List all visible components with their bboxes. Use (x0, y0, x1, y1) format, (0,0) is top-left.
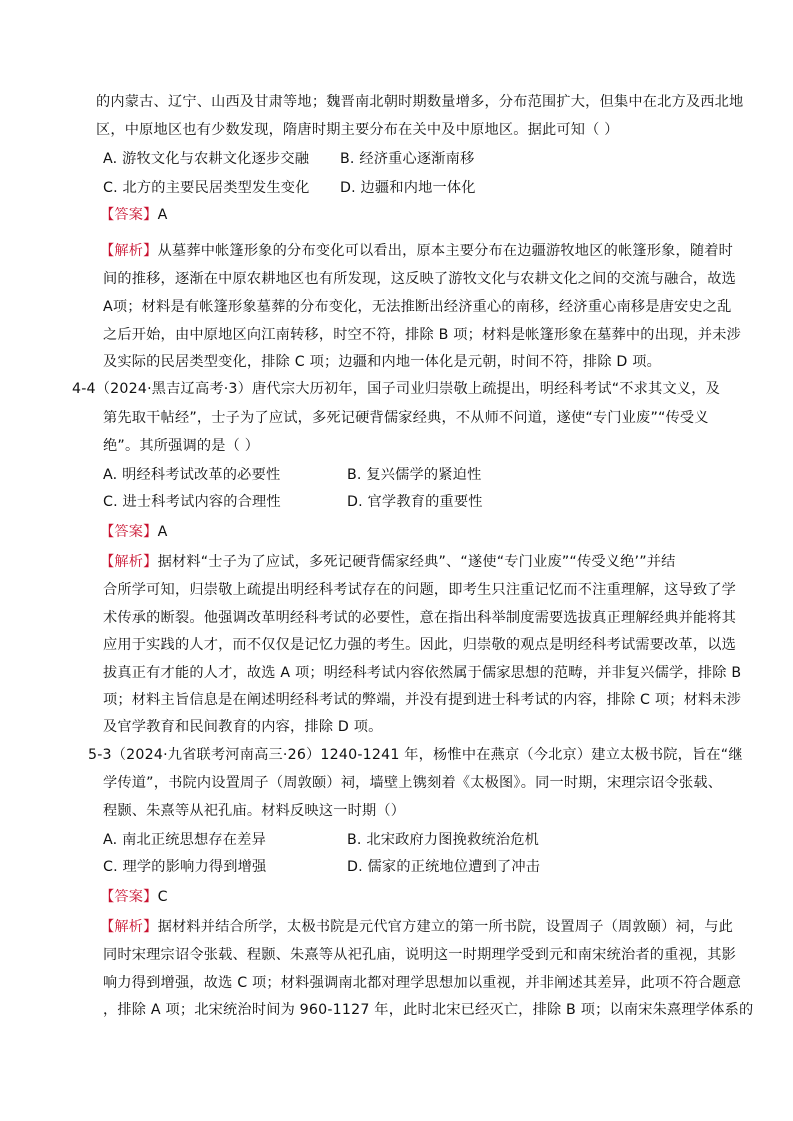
q3-analysis-line-4: ，排除 A 项；北宋统治时间为 960-1127 年，此时北宋已经灭亡，排除 B 项；以南宋朱熹理学体系的 (103, 1002, 754, 1018)
answer-tag: 【答案】 (100, 889, 158, 905)
q2-option-a: A. 明经科考试改革的必要性 (103, 467, 281, 483)
q1-option-c: C. 北方的主要民居类型发生变化 (103, 180, 310, 196)
q3-analysis-line-3: 响力得到增强，故选 C 项；材料强调南北都对理学思想加以重视，并非阐述其差异，此项不符合题意 (103, 975, 742, 991)
q1-analysis-line-1 (100, 241, 733, 261)
analysis-tag: 【解析】 (100, 243, 158, 259)
q3-option-c: C. 理学的影响力得到增强 (103, 859, 267, 875)
q2-analysis-line-3: 术传承的断裂。他强调改革明经科考试的必要性，意在指出科举制度需要选拔真正理解经典并能将其 (103, 610, 737, 626)
q2-option-b: B. 复兴儒学的紧迫性 (347, 467, 482, 483)
q3-option-b: B. 北宋政府力图挽救统治危机 (347, 832, 540, 848)
q3-stem-line-3: 程颢、朱熹等从祀孔庙。材料反映这一时期（） (103, 803, 406, 819)
analysis-text: 从墓葬中帐篷形象的分布变化可以看出，原本主要分布在边疆游牧地区的帐篷形象，随着时 (157, 243, 734, 259)
q3-stem-line-2: 学传道”，书院内设置周子（周敦颐）祠，墙壁上镌刻着《太极图》。同一时期，宋理宗诏令张载、 (103, 775, 723, 791)
analysis-tag: 【解析】 (100, 554, 158, 570)
q2-analysis-line-1 (100, 552, 676, 572)
q2-stem-line-2: 第先取干帖经”，士子为了应试，多死记硬背儒家经典，不从师不问道，遂使“专门业废”“传受义 (103, 410, 709, 426)
q2-stem-line-3: 绝”。其所强调的是（ ） (103, 438, 260, 454)
analysis-text: 据材料“士子为了应试，多死记硬背儒家经典”、“遂使“专门业废”“传受义绝’”并结 (157, 554, 676, 570)
q2-analysis-line-7: 及官学教育和民间教育的内容，排除 D 项。 (103, 719, 383, 735)
q2-analysis-line-5: 拔真正有才能的人才，故选 A 项；明经科考试内容依然属于儒家思想的范畴，并非复兴儒学，排除 B (103, 665, 742, 681)
answer-value: A (157, 207, 168, 223)
q1-stem-line-2: 区，中原地区也有少数发现，隋唐时期主要分布在关中及中原地区。据此可知（ ） (96, 122, 619, 138)
q2-analysis-line-4: 应用于实践的人才，而不仅仅是记忆力强的考生。因此，归崇敬的观点是明经科考试需要改革，以选 (103, 637, 737, 653)
q3-analysis-line-1 (100, 917, 733, 937)
answer-value: A (157, 524, 168, 540)
answer-tag: 【答案】 (100, 207, 158, 223)
q3-stem-line-1: 5-3（2024·九省联考河南高三·26）1240-1241 年，杨惟中在燕京（今北京）建立太极书院，旨在“继 (88, 747, 743, 763)
q1-option-a: A. 游牧文化与农耕文化逐步交融 (103, 151, 310, 167)
q2-option-c: C. 进士科考试内容的合理性 (103, 494, 281, 510)
q2-stem-line-1: 4-4（2024·黑吉辽高考·3）唐代宗大历初年，国子司业归崇敬上疏提出，明经科考试“不求其文义，及 (72, 381, 720, 397)
q1-analysis-line-5: 及实际的民居类型变化，排除 C 项；边疆和内地一体化是元朝，时间不符，排除 D 项。 (103, 354, 662, 370)
analysis-text: 据材料并结合所学，太极书院是元代官方建立的第一所书院，设置周子（周敦颐）祠，与此 (157, 919, 734, 935)
q1-analysis-line-2: 间的推移，逐渐在中原农耕地区也有所发现，这反映了游牧文化与农耕文化之间的交流与融合，故选 (103, 271, 737, 287)
q1-analysis-line-3: A项；材料是有帐篷形象墓葬的分布变化，无法推断出经济重心的南移，经济重心南移是唐安史之乱 (103, 299, 732, 315)
q1-option-b: B. 经济重心逐渐南移 (340, 151, 475, 167)
q2-answer (100, 522, 167, 542)
q1-option-d: D. 边疆和内地一体化 (340, 180, 476, 196)
q3-option-d: D. 儒家的正统地位遭到了冲击 (347, 859, 541, 875)
answer-tag: 【答案】 (100, 524, 158, 540)
q2-analysis-line-2: 合所学可知，归崇敬上疏提出明经科考试存在的问题，即考生只注重记忆而不注重理解，这导致了学 (103, 582, 737, 598)
q1-analysis-line-4: 之后开始，由中原地区向江南转移，时空不符，排除 B 项；材料是帐篷形象在墓葬中的出现，并未涉 (103, 327, 742, 343)
answer-value: C (157, 889, 168, 905)
q3-answer (100, 887, 168, 907)
q2-option-d: D. 官学教育的重要性 (347, 494, 483, 510)
q1-stem-line-1: 的内蒙古、辽宁、山西及甘肃等地；魏晋南北朝时期数量增多，分布范围扩大，但集中在北方及西北地 (96, 94, 744, 110)
q2-analysis-line-6: 项；材料主旨信息是在阐述明经科考试的弊端，并没有提到进士科考试的内容，排除 C 项；材料未涉 (103, 692, 742, 708)
q3-option-a: A. 南北正统思想存在差异 (103, 832, 266, 848)
q1-answer (100, 205, 167, 225)
analysis-tag: 【解析】 (100, 919, 158, 935)
q3-analysis-line-2: 同时宋理宗诏令张载、程颢、朱熹等从祀孔庙，说明这一时期理学受到元和南宋统治者的重视，其影 (103, 947, 737, 963)
